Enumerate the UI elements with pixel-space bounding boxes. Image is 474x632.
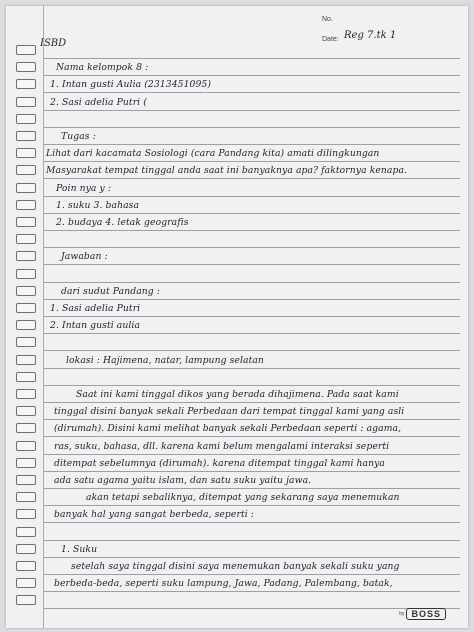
text-line: 1. suku 3. bahasa xyxy=(56,199,140,211)
ruled-line xyxy=(44,213,460,214)
text-line: Tugas : xyxy=(61,131,96,142)
date-label: Date: xyxy=(322,36,339,43)
binder-hole xyxy=(16,389,36,399)
ruled-line xyxy=(44,385,460,386)
brand-logo xyxy=(399,608,446,620)
binder-hole xyxy=(16,62,36,72)
text-line: akan tetapi sebaliknya, ditempat yang sekarang saya menemukan xyxy=(86,492,400,504)
binder-hole xyxy=(16,544,36,554)
ruled-line xyxy=(44,178,460,179)
text-line: Poin nya y : xyxy=(56,182,112,194)
text-line: ada satu agama yaitu islam, dan satu suku yaitu jawa. xyxy=(54,475,312,486)
text-line: banyak hal yang sangat berbeda, seperti : xyxy=(54,509,254,521)
binder-hole xyxy=(16,251,36,261)
text-line: ditempat sebelumnya (dirumah). karena ditempat tinggal kami hanya xyxy=(54,457,385,469)
binder-hole xyxy=(16,423,36,433)
binder-hole xyxy=(16,441,36,451)
text-line: Lihat dari kacamata Sosiologi (cara Pandang kita) amati dilingkungan xyxy=(46,148,380,160)
ruled-line xyxy=(44,264,460,265)
text-line: dari sudut Pandang : xyxy=(61,285,160,297)
binder-hole xyxy=(16,406,36,416)
text-line: tinggal disini banyak sekali Perbedaan dari tempat tinggal kami yang asli xyxy=(54,406,405,418)
ruled-line xyxy=(44,540,460,541)
subject-heading: ISBD xyxy=(40,38,67,49)
binder-hole xyxy=(16,527,36,537)
binder-hole xyxy=(16,337,36,347)
binder-hole xyxy=(16,492,36,502)
binder-hole xyxy=(16,372,36,382)
ruled-line xyxy=(44,591,460,592)
binder-hole xyxy=(16,148,36,158)
ruled-line xyxy=(44,58,460,59)
binder-hole xyxy=(16,303,36,313)
ruled-line xyxy=(44,402,460,403)
binder-hole xyxy=(16,355,36,365)
binder-hole xyxy=(16,578,36,588)
text-line: 1. Sasi adelia Putri xyxy=(50,303,141,314)
text-line: Nama kelompok 8 : xyxy=(56,62,149,74)
ruled-line xyxy=(44,316,460,317)
ruled-line xyxy=(44,161,460,162)
text-line: 1. Intan gusti Aulia (2313451095) xyxy=(50,79,212,91)
logo-by: by xyxy=(399,611,405,617)
text-line: setelah saya tinggal disini saya menemukan banyak sekali suku yang xyxy=(71,561,400,572)
text-line: 1. Suku xyxy=(61,543,98,555)
ruled-line xyxy=(44,144,460,145)
ruled-line xyxy=(44,436,460,437)
date-value: Reg 7.tk 1 xyxy=(344,30,397,41)
margin-line xyxy=(43,6,44,628)
binder-hole xyxy=(16,217,36,227)
ruled-line xyxy=(44,505,460,506)
ruled-line xyxy=(44,608,460,609)
binder-hole xyxy=(16,320,36,330)
logo-brand: BOSS xyxy=(406,608,446,620)
ruled-line xyxy=(44,282,460,283)
ruled-line xyxy=(44,110,460,111)
ruled-line xyxy=(44,333,460,334)
text-line: berbeda-beda, seperti suku lampung, Jawa, Padang, Palembang, batak, xyxy=(54,578,393,590)
binder-hole xyxy=(16,45,36,55)
binder-hole xyxy=(16,79,36,89)
ruled-line xyxy=(44,522,460,523)
ruled-line xyxy=(44,557,460,558)
ruled-line xyxy=(44,350,460,351)
text-line: 2. Sasi adelia Putri ( xyxy=(50,96,147,108)
text-line: 2. budaya 4. letak geografis xyxy=(56,217,189,228)
ruled-line xyxy=(44,574,460,575)
ruled-line xyxy=(44,488,460,489)
ruled-line xyxy=(44,471,460,472)
text-line: Masyarakat tempat tinggal anda saat ini banyaknya apa? faktornya kenapa. xyxy=(46,165,408,177)
ruled-line xyxy=(44,299,460,300)
notebook-page xyxy=(6,6,468,628)
binder-hole xyxy=(16,234,36,244)
binder-hole xyxy=(16,509,36,519)
binder-hole xyxy=(16,561,36,571)
binder-hole xyxy=(16,97,36,107)
binder-hole xyxy=(16,131,36,141)
binder-hole xyxy=(16,595,36,605)
ruled-line xyxy=(44,230,460,231)
binder-holes xyxy=(16,6,40,628)
text-line: Jawaban : xyxy=(61,251,108,263)
text-line: ras, suku, bahasa, dll. karena kami belum mengalami interaksi seperti xyxy=(54,440,390,452)
binder-hole xyxy=(16,114,36,124)
binder-hole xyxy=(16,165,36,175)
binder-hole xyxy=(16,475,36,485)
binder-hole xyxy=(16,458,36,468)
binder-hole xyxy=(16,286,36,296)
ruled-line xyxy=(44,75,460,76)
ruled-line xyxy=(44,92,460,93)
binder-hole xyxy=(16,269,36,279)
ruled-line xyxy=(44,454,460,455)
ruled-line xyxy=(44,127,460,128)
ruled-line xyxy=(44,368,460,369)
text-line: (dirumah). Disini kami melihat banyak sekali Perbedaan seperti : agama, xyxy=(54,423,402,435)
ruled-line xyxy=(44,196,460,197)
no-label: No. xyxy=(322,16,333,23)
binder-hole xyxy=(16,183,36,193)
text-line: lokasi : Hajimena, natar, lampung selatan xyxy=(66,354,264,366)
ruled-line xyxy=(44,419,460,420)
ruled-line xyxy=(44,247,460,248)
binder-hole xyxy=(16,200,36,210)
text-line: Saat ini kami tinggal dikos yang berada dihajimena. Pada saat kami xyxy=(76,389,399,400)
text-line: 2. Intan gusti aulia xyxy=(50,320,141,332)
